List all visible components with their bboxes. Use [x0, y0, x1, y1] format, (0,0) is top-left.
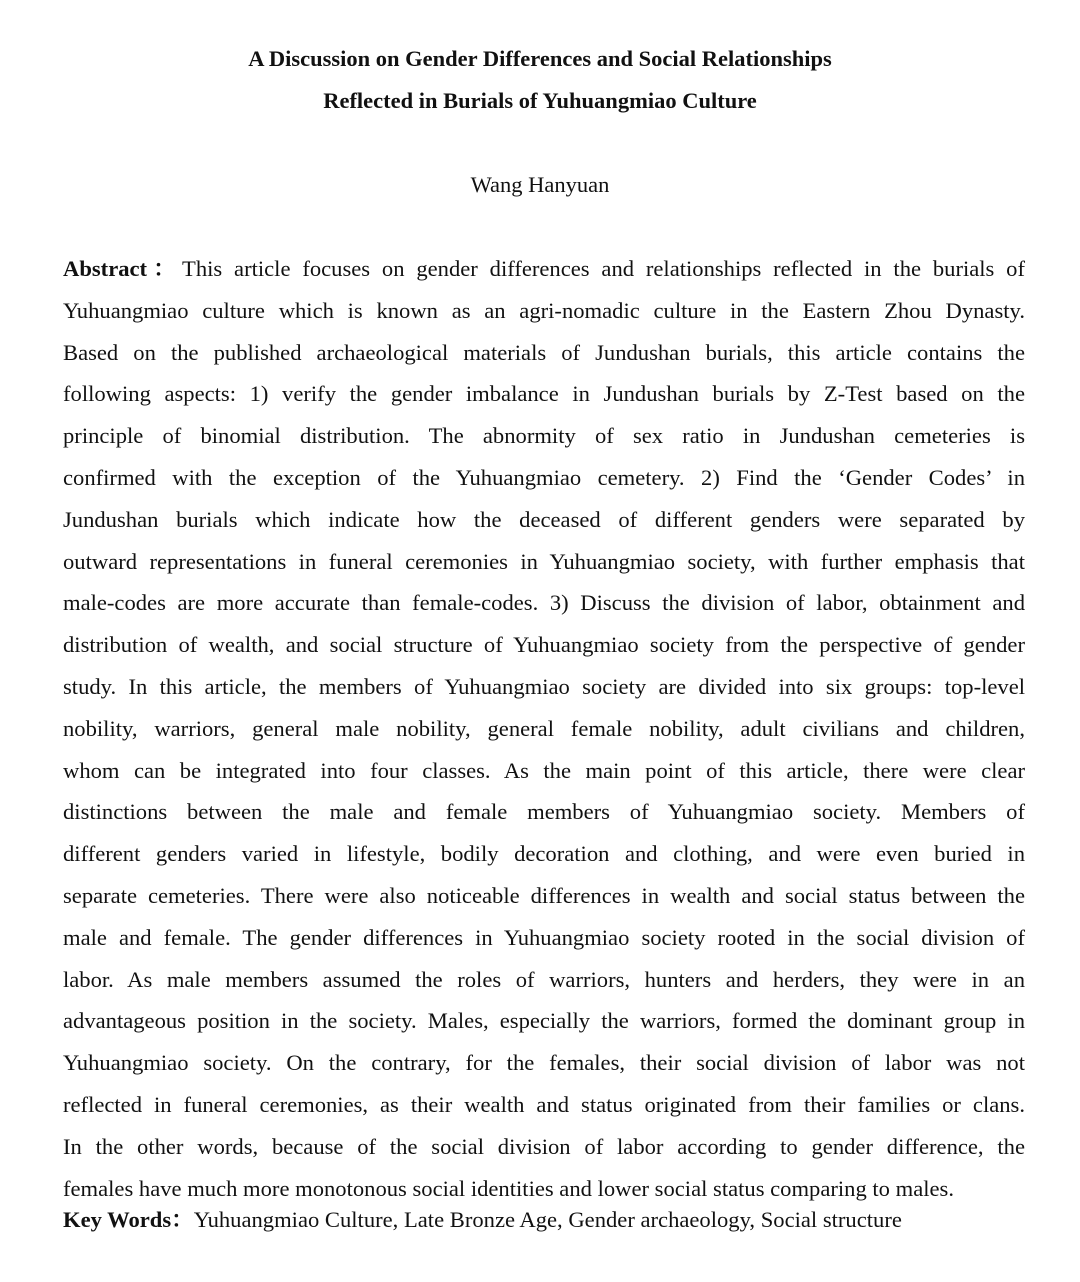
keywords-text: Yuhuangmiao Culture, Late Bronze Age, Gender archaeology, Social structure — [193, 1207, 902, 1232]
abstract-line: confirmed with the exception of the Yuhuangmiao cemetery. 2) Find the ‘Gender Codes’ in — [63, 464, 1025, 490]
paper-title-line-2: Reflected in Burials of Yuhuangmiao Culture — [323, 88, 757, 113]
author-name: Wang Hanyuan — [470, 172, 610, 197]
abstract-label: Abstract： — [63, 256, 183, 281]
abstract-line: study. In this article, the members of Yuhuangmiao society are divided into six groups: top-level — [63, 673, 1025, 699]
abstract-line: advantageous position in the society. Males, especially the warriors, formed the dominant group in — [63, 1008, 1025, 1034]
abstract-line: Based on the published archaeological materials of Jundushan burials, this article contains the — [63, 339, 1025, 365]
abstract-line: distribution of wealth, and social structure of Yuhuangmiao society from the perspective of gender — [63, 632, 1025, 658]
abstract-line: females have much more monotonous social identities and lower social status comparing to males. — [63, 1175, 954, 1201]
abstract-line: principle of binomial distribution. The abnormity of sex ratio in Jundushan cemeteries is — [63, 423, 1025, 449]
abstract-line: Yuhuangmiao culture which is known as an agri-nomadic culture in the Eastern Zhou Dynasty. — [63, 297, 1025, 323]
paper-title-line-1: A Discussion on Gender Differences and Social Relationships — [248, 46, 832, 71]
abstract-line: outward representations in funeral ceremonies in Yuhuangmiao society, with further emphasis that — [63, 548, 1025, 574]
abstract-line: Yuhuangmiao society. On the contrary, for the females, their social division of labor was not — [63, 1050, 1025, 1076]
abstract-line: In the other words, because of the social division of labor according to gender difference, the — [63, 1133, 1025, 1159]
abstract-line: reflected in funeral ceremonies, as their wealth and status originated from their families or clans. — [63, 1091, 1025, 1117]
abstract-line: separate cemeteries. There were also noticeable differences in wealth and social status between the — [63, 882, 1025, 908]
keywords-label: Key Words： — [63, 1207, 194, 1232]
abstract-text: This article focuses on gender differences and relationships reflected in the burials of — [182, 256, 1025, 281]
abstract-line: different genders varied in lifestyle, bodily decoration and clothing, and were even buried in — [63, 841, 1025, 867]
abstract-line: distinctions between the male and female members of Yuhuangmiao society. Members of — [63, 799, 1025, 825]
keywords-section — [63, 1206, 1025, 1234]
abstract-section — [63, 248, 1025, 1209]
abstract-line: nobility, warriors, general male nobility, general female nobility, adult civilians and children, — [63, 715, 1025, 741]
abstract-line: following aspects: 1) verify the gender imbalance in Jundushan burials by Z-Test based on the — [63, 381, 1025, 407]
abstract-line: whom can be integrated into four classes. As the main point of this article, there were clear — [63, 757, 1025, 783]
abstract-line: Jundushan burials which indicate how the deceased of different genders were separated by — [63, 506, 1025, 532]
abstract-line: labor. As male members assumed the roles of warriors, hunters and herders, they were in an — [63, 966, 1025, 992]
abstract-line: male and female. The gender differences in Yuhuangmiao society rooted in the social division of — [63, 924, 1025, 950]
abstract-line: male-codes are more accurate than female-codes. 3) Discuss the division of labor, obtainment and — [63, 590, 1025, 616]
abstract-line — [63, 248, 1025, 290]
